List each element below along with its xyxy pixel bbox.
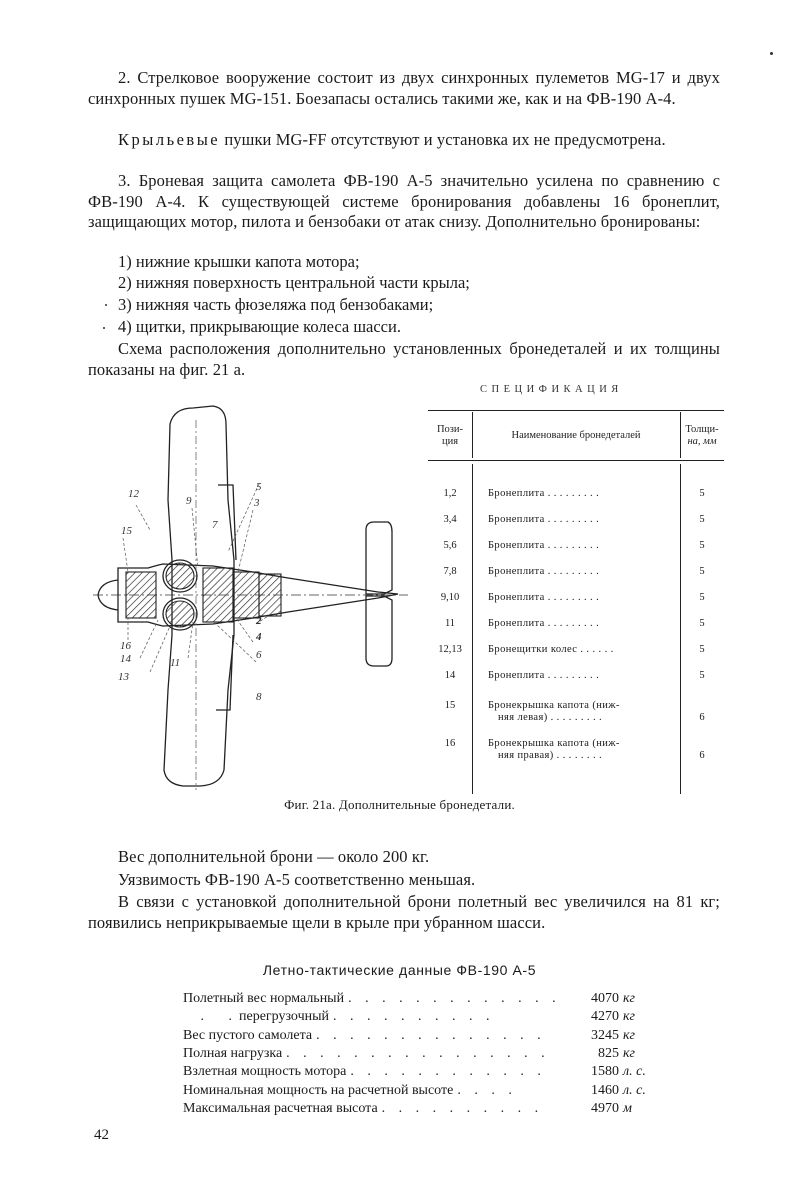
performance-label xyxy=(183,990,561,1008)
header-line: на, мм xyxy=(687,436,717,447)
armor-list-item: 3) нижняя часть фюзеляжа под бензобаками; xyxy=(118,295,434,314)
performance-label-text: Полная нагрузка xyxy=(183,1045,283,1061)
spec-part-name xyxy=(488,700,698,724)
spec-part-name-line: няя правая) . . . . . . . . xyxy=(498,750,603,761)
spec-part-name-line: Бронеплита . . . . . . . . . xyxy=(488,618,600,629)
spec-thickness: 5 xyxy=(699,592,705,603)
spec-thickness: 6 xyxy=(699,750,705,761)
spec-position: 14 xyxy=(444,670,456,681)
label-6: 6 xyxy=(256,649,262,661)
spec-part-name-line: Бронеплита . . . . . . . . . xyxy=(488,488,600,499)
label-14: 14 xyxy=(120,653,131,665)
header-name: Наименование бронедеталей xyxy=(511,430,641,441)
dot-leader: . . . . . . . . . . . . . . . . xyxy=(286,1045,550,1061)
label-13: 13 xyxy=(118,671,129,683)
spec-part-name-line: Бронеплита . . . . . . . . . xyxy=(488,566,600,577)
armor-list-item: 1) нижние крышки капота мотора; xyxy=(118,252,360,271)
tailplane-upper xyxy=(366,522,392,594)
label-16: 16 xyxy=(120,640,131,652)
print-speck xyxy=(103,327,105,329)
performance-unit: л. с. xyxy=(623,1064,646,1080)
table-rule-header xyxy=(428,460,724,461)
spec-part-name-line: Бронеплита . . . . . . . . . xyxy=(488,592,600,603)
figure-caption: Фиг. 21а. Дополнительные бронедетали. xyxy=(284,797,515,812)
performance-label xyxy=(183,1045,550,1063)
print-speck xyxy=(105,304,107,306)
label-4: 4 xyxy=(256,631,262,643)
paragraph-text: Уязвимость ФВ-190 А-5 соответственно меньшая. xyxy=(118,870,476,889)
label-12: 12 xyxy=(128,488,139,500)
performance-label xyxy=(183,1063,546,1081)
spec-part-name-line: Бронекрышка капота (ниж- xyxy=(488,738,620,749)
label-11: 11 xyxy=(170,657,181,669)
spec-position: 5,6 xyxy=(443,540,457,551)
spec-part-name xyxy=(488,488,698,500)
spec-part-name xyxy=(488,644,698,656)
performance-unit: кг xyxy=(623,991,636,1006)
performance-unit: м xyxy=(623,1100,632,1116)
performance-value: 4970 xyxy=(591,1100,619,1116)
paragraph-vulnerability xyxy=(88,870,720,891)
spec-position: 16 xyxy=(444,738,456,749)
spec-thickness: 5 xyxy=(699,670,705,681)
label-3: 3 xyxy=(254,497,260,509)
wheel-cover-12 xyxy=(166,563,194,589)
spec-thickness: 5 xyxy=(699,566,705,577)
header-line: Пози- xyxy=(436,424,464,435)
spec-title: СПЕЦИФИКАЦИЯ xyxy=(480,384,623,395)
spec-thickness: 5 xyxy=(699,514,705,525)
paragraph-scheme xyxy=(88,339,720,380)
wheel-cover-13 xyxy=(166,601,194,627)
performance-value: 825 xyxy=(598,1045,619,1061)
spec-part-name xyxy=(488,618,698,630)
spec-part-name xyxy=(488,738,698,762)
spaced-word: Крыльевые xyxy=(118,130,221,149)
dot-leader: . . . . . . . . . . . . . xyxy=(348,991,561,1006)
label-15: 15 xyxy=(121,525,132,537)
armor-list-item: 4) щитки, прикрывающие колеса шасси. xyxy=(118,317,401,336)
performance-label xyxy=(183,1082,517,1100)
performance-value: 3245 xyxy=(591,1027,619,1043)
performance-label-text: Вес пустого самолета xyxy=(183,1027,313,1043)
performance-label-text: Взлетная мощность мотора xyxy=(183,1064,347,1080)
spec-thickness: 5 xyxy=(699,540,705,551)
performance-unit: л. с. xyxy=(623,1082,646,1098)
spec-table xyxy=(428,408,724,793)
spec-thickness: 5 xyxy=(699,488,705,499)
spec-position: 9,10 xyxy=(440,592,460,603)
label-9: 9 xyxy=(186,495,192,507)
header-position xyxy=(428,424,472,448)
spec-position: 3,4 xyxy=(443,514,457,525)
spec-part-name-line: Бронеплита . . . . . . . . . xyxy=(488,514,600,525)
performance-unit: кг xyxy=(623,1009,636,1025)
spec-part-name xyxy=(488,540,698,552)
header-line: ция xyxy=(441,436,459,447)
performance-label-text: . . перегрузочный xyxy=(183,1009,329,1025)
label-2: 2 xyxy=(256,615,262,627)
performance-label-text: Максимальная расчетная высота xyxy=(183,1100,378,1116)
spec-part-name-line: няя левая) . . . . . . . . . xyxy=(498,712,603,723)
spec-thickness: 5 xyxy=(699,618,705,629)
header-thickness xyxy=(680,424,724,448)
paragraph-text: 3. Броневая защита самолета ФВ-190 А-5 значительно усилена по сравнению с ФВ-190 А-4. К существующей системе бронирования добавлены 16 бронеплит, защищающих мотор, пилота и бензобаки от атак снизу. Дополнительно бронированы: xyxy=(88,171,720,231)
performance-label xyxy=(183,1008,495,1026)
performance-title: Летно-тактические данные ФВ-190 А-5 xyxy=(262,962,537,978)
spec-position: 12,13 xyxy=(438,644,462,655)
aircraft-plan-view-drawing xyxy=(88,400,428,795)
table-rule-top xyxy=(428,410,724,411)
spec-thickness: 5 xyxy=(699,644,705,655)
performance-unit: кг xyxy=(623,1045,636,1061)
paragraph-text: Схема расположения дополнительно установленных бронедеталей и их толщины показаны на фиг. 21 а. xyxy=(88,339,720,379)
spec-part-name-line: Бронещитки колес . . . . . . xyxy=(488,644,614,655)
paragraph-armor xyxy=(88,171,720,233)
dot-leader: . . . . . . . . . . . . xyxy=(350,1064,546,1080)
spec-position: 11 xyxy=(444,618,456,629)
spec-position: 15 xyxy=(444,700,456,711)
spec-part-name xyxy=(488,670,698,682)
paragraph-weight-increase xyxy=(88,892,720,933)
paragraph-wing-cannons xyxy=(88,130,720,151)
dot-leader: . . . . xyxy=(457,1082,517,1098)
performance-label xyxy=(183,1100,543,1118)
performance-label xyxy=(183,1027,546,1045)
spec-part-name-line: Бронеплита . . . . . . . . . xyxy=(488,670,600,681)
spec-part-name xyxy=(488,514,698,526)
paragraph-text: Вес дополнительной брони — около 200 кг. xyxy=(118,847,430,866)
paragraph-text: пушки MG-FF отсутствуют и установка их не предусмотрена. xyxy=(224,130,666,149)
performance-value: 1580 xyxy=(591,1064,619,1080)
print-speck xyxy=(770,52,773,55)
dot-leader: . . . . . . . . . . xyxy=(333,1009,495,1025)
col-divider xyxy=(472,464,473,794)
armor-list-item: 2) нижняя поверхность центральной части крыла; xyxy=(118,273,470,292)
performance-label-text: Полетный вес нормальный xyxy=(183,991,345,1006)
label-5: 5 xyxy=(256,481,262,493)
aircraft-armor-diagram xyxy=(88,400,428,795)
spec-part-name xyxy=(488,592,698,604)
performance-label-text: Номинальная мощность на расчетной высоте xyxy=(183,1082,454,1098)
paragraph-text: В связи с установкой дополнительной брони полетный вес увеличился на 81 кг; появились неприкрываемые щели в крыле при убранном шасси. xyxy=(88,892,720,932)
label-7: 7 xyxy=(212,519,218,531)
spec-thickness: 6 xyxy=(699,712,705,723)
header-line: Толщи- xyxy=(685,424,719,435)
paragraph-armament xyxy=(88,68,720,109)
performance-unit: кг xyxy=(623,1027,636,1043)
paragraph-text: 2. Стрелковое вооружение состоит из двух синхронных пулеметов MG-17 и двух синхронных пушек MG-151. Боезапасы остались такими же, как и на ФВ-190 А-4. xyxy=(88,68,720,108)
paragraph-armor-weight xyxy=(88,847,720,868)
performance-value: 1460 xyxy=(591,1082,619,1098)
spec-position: 7,8 xyxy=(443,566,457,577)
dot-leader: . . . . . . . . . . xyxy=(381,1100,544,1116)
label-8: 8 xyxy=(256,691,262,703)
spec-position: 1,2 xyxy=(443,488,457,499)
spec-part-name xyxy=(488,566,698,578)
tailplane-lower xyxy=(366,596,392,666)
performance-value: 4070 xyxy=(591,991,619,1006)
page-number: 42 xyxy=(94,1127,109,1143)
spec-part-name-line: Бронеплита . . . . . . . . . xyxy=(488,540,600,551)
performance-value: 4270 xyxy=(591,1009,619,1025)
spec-part-name-line: Бронекрышка капота (ниж- xyxy=(488,700,620,711)
dot-leader: . . . . . . . . . . . . . . xyxy=(316,1027,546,1043)
